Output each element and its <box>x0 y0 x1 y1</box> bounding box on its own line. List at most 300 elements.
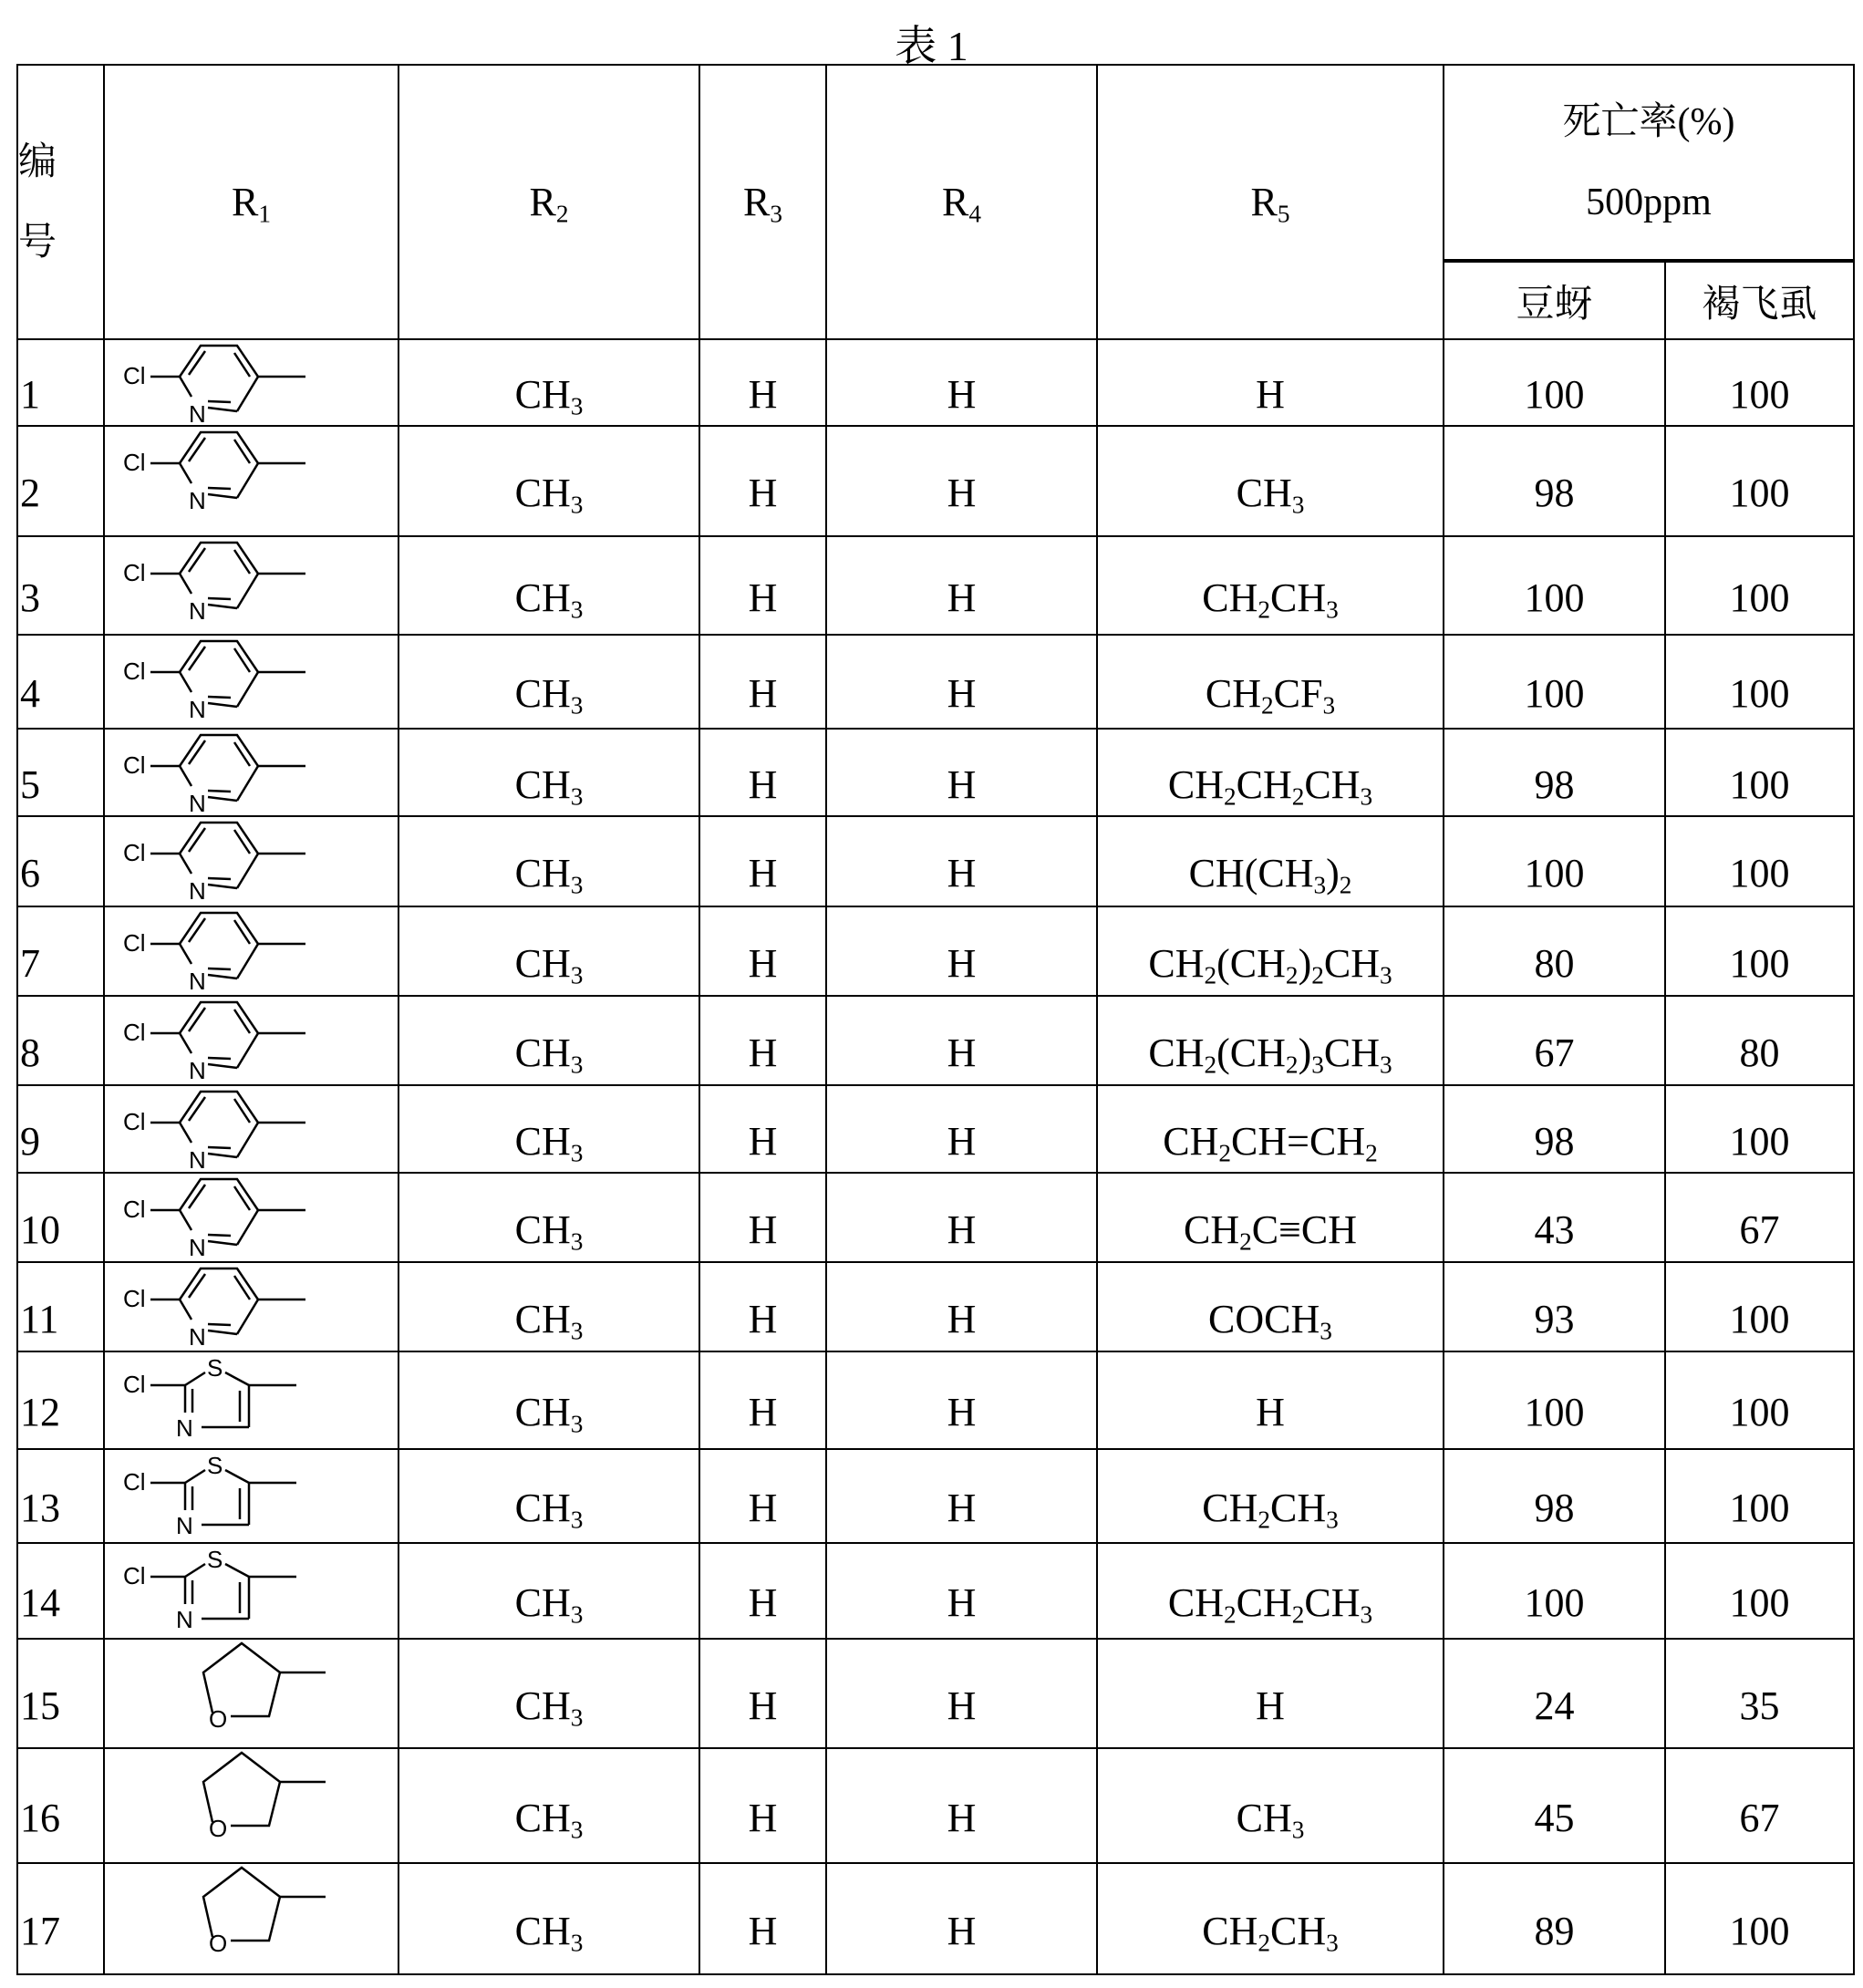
chloropyridyl-structure-icon <box>123 997 333 1081</box>
cell-mortality-aphid-text: 100 <box>1524 575 1585 620</box>
table-body <box>17 339 1854 1974</box>
cell-mortality-planthopper <box>1665 729 1854 816</box>
cell-r3-text: H <box>748 761 778 807</box>
cell-r3 <box>699 1449 826 1543</box>
cell-r5 <box>1097 426 1444 536</box>
header-pest-aphid: 豆蚜 <box>1444 261 1665 339</box>
chloropyridyl-structure-icon <box>123 427 333 511</box>
cell-index-text: 3 <box>20 575 40 620</box>
svg-text:Cl: Cl <box>123 1019 146 1046</box>
cell-r4 <box>826 1262 1097 1351</box>
cell-index-text: 8 <box>20 1030 40 1075</box>
table-row <box>17 1543 1854 1639</box>
cell-r4-text: H <box>947 940 977 986</box>
cell-index <box>17 635 104 729</box>
header-r5-base: R <box>1250 180 1278 224</box>
cell-r1 <box>104 729 398 816</box>
cell-r4 <box>826 1449 1097 1543</box>
cell-index <box>17 1543 104 1639</box>
cell-r3-text: H <box>748 1206 778 1252</box>
cell-mortality-aphid <box>1444 1863 1665 1974</box>
cell-r5 <box>1097 1351 1444 1449</box>
cell-r3-text: H <box>748 372 778 417</box>
header-r5-sub: 5 <box>1277 200 1290 228</box>
cell-r2 <box>398 816 699 906</box>
svg-text:Cl: Cl <box>123 1108 146 1135</box>
header-r4-sub: 4 <box>968 200 981 228</box>
cell-index <box>17 1085 104 1173</box>
cell-mortality-aphid-text: 98 <box>1534 471 1575 515</box>
chlorothiazolyl-structure-icon <box>123 1352 333 1444</box>
cell-r5 <box>1097 1262 1444 1351</box>
cell-mortality-aphid <box>1444 1173 1665 1262</box>
cell-r2 <box>398 426 699 536</box>
cell-r3 <box>699 1543 826 1639</box>
cell-r3 <box>699 1173 826 1262</box>
chloropyridyl-structure-icon <box>123 817 333 901</box>
tetrahydrofuranyl-structure-icon <box>123 1864 333 1964</box>
cell-mortality-planthopper-text: 100 <box>1729 940 1790 986</box>
cell-index-text: 4 <box>20 671 40 716</box>
cell-r1 <box>104 1085 398 1173</box>
svg-text:N: N <box>189 877 206 901</box>
cell-r4 <box>826 729 1097 816</box>
cell-mortality-aphid <box>1444 1262 1665 1351</box>
table-row <box>17 426 1854 536</box>
cell-r2-text: $CH_3$ <box>514 1908 584 1957</box>
cell-r2-text: $CH_3$ <box>514 1795 584 1844</box>
cell-mortality-planthopper <box>1665 1449 1854 1543</box>
cell-index-text: 11 <box>20 1296 59 1341</box>
cell-r5 <box>1097 729 1444 816</box>
cell-r2 <box>398 1449 699 1543</box>
cell-mortality-aphid-text: 98 <box>1534 1486 1575 1530</box>
cell-r2-text: $CH_3$ <box>514 940 584 989</box>
cell-r4-text: H <box>947 761 977 807</box>
cell-r3 <box>699 1351 826 1449</box>
chloropyridyl-structure-icon <box>123 636 333 720</box>
svg-text:N: N <box>189 597 206 621</box>
cell-r2-text: $CH_3$ <box>514 761 584 811</box>
cell-r2 <box>398 729 699 816</box>
cell-mortality-planthopper <box>1665 536 1854 635</box>
table-row <box>17 1262 1854 1351</box>
svg-text:S: S <box>207 1354 223 1382</box>
cell-r4 <box>826 1173 1097 1262</box>
cell-r3 <box>699 906 826 996</box>
cell-r3-text: H <box>748 1390 778 1434</box>
cell-r5 <box>1097 1543 1444 1639</box>
cell-r4-text: H <box>947 1795 977 1840</box>
svg-text:N: N <box>189 1057 206 1081</box>
cell-mortality-planthopper-text: 100 <box>1729 1118 1790 1164</box>
cell-mortality-planthopper-text: 100 <box>1729 1580 1790 1625</box>
cell-r5-text: $CH(CH_3)_2$ <box>1188 851 1352 899</box>
cell-r3-text: H <box>748 1580 778 1625</box>
cell-mortality-aphid <box>1444 1085 1665 1173</box>
svg-text:N: N <box>189 400 206 424</box>
cell-r4-text: H <box>947 1206 977 1252</box>
cell-r2 <box>398 1639 699 1748</box>
cell-mortality-aphid-text: 98 <box>1534 761 1575 807</box>
cell-r1 <box>104 426 398 536</box>
cell-r5 <box>1097 996 1444 1085</box>
table-row <box>17 996 1854 1085</box>
cell-r4-text: H <box>947 1390 977 1434</box>
header-pest-planthopper: 褐飞虱 <box>1665 261 1854 339</box>
cell-r1 <box>104 1863 398 1974</box>
cell-r4 <box>826 1351 1097 1449</box>
cell-mortality-planthopper-text: 67 <box>1739 1206 1780 1252</box>
cell-r5-text: H <box>1256 372 1285 417</box>
cell-r3 <box>699 339 826 426</box>
svg-text:N: N <box>189 790 206 813</box>
chloropyridyl-structure-icon <box>123 1086 333 1170</box>
cell-r1 <box>104 1543 398 1639</box>
svg-text:N: N <box>189 1146 206 1170</box>
cell-mortality-aphid <box>1444 339 1665 426</box>
header-r2-base: R <box>529 180 556 224</box>
cell-mortality-planthopper <box>1665 1262 1854 1351</box>
cell-index <box>17 996 104 1085</box>
svg-text:Cl: Cl <box>123 449 146 476</box>
cell-r2 <box>398 1748 699 1863</box>
header-r3-sub: 3 <box>770 200 782 228</box>
table-row <box>17 906 1854 996</box>
cell-r3-text: H <box>748 940 778 986</box>
cell-r4-text: H <box>947 1030 977 1075</box>
cell-index <box>17 1748 104 1863</box>
cell-mortality-planthopper <box>1665 1639 1854 1748</box>
cell-r4-text: H <box>947 575 977 620</box>
svg-text:N: N <box>189 696 206 720</box>
cell-mortality-planthopper <box>1665 1863 1854 1974</box>
header-r4 <box>826 65 1097 339</box>
table-row <box>17 536 1854 635</box>
cell-r4 <box>826 1085 1097 1173</box>
cell-r5-text: $CH_2(CH_2)_2CH_3$ <box>1148 940 1392 989</box>
cell-mortality-aphid-text: 100 <box>1524 671 1585 716</box>
cell-r5-text: $CH_2CH_2CH_3$ <box>1167 1580 1373 1629</box>
svg-text:N: N <box>189 968 206 991</box>
cell-mortality-planthopper <box>1665 1351 1854 1449</box>
cell-r1 <box>104 536 398 635</box>
table-row <box>17 1449 1854 1543</box>
cell-mortality-planthopper <box>1665 1543 1854 1639</box>
cell-r2-text: $CH_3$ <box>514 1030 584 1079</box>
cell-r4 <box>826 1543 1097 1639</box>
chloropyridyl-structure-icon <box>123 1263 333 1347</box>
cell-r3 <box>699 426 826 536</box>
cell-r4-text: H <box>947 372 977 417</box>
cell-r4 <box>826 536 1097 635</box>
cell-index-text: 12 <box>20 1390 60 1434</box>
cell-r3 <box>699 1639 826 1748</box>
chloropyridyl-structure-icon <box>123 340 333 424</box>
cell-r5-text: H <box>1256 1683 1285 1728</box>
cell-mortality-aphid-text: 100 <box>1524 851 1585 896</box>
cell-r4 <box>826 635 1097 729</box>
table-row <box>17 1639 1854 1748</box>
cell-mortality-planthopper <box>1665 996 1854 1085</box>
cell-r3 <box>699 729 826 816</box>
cell-r3-text: H <box>748 851 778 896</box>
svg-text:S: S <box>207 1546 223 1573</box>
svg-text:N: N <box>189 1234 206 1258</box>
cell-index-text: 7 <box>20 940 40 986</box>
cell-r3-text: H <box>748 671 778 716</box>
header-index-char2: 号 <box>18 221 57 264</box>
cell-mortality-planthopper-text: 100 <box>1729 761 1790 807</box>
cell-index <box>17 1262 104 1351</box>
cell-r5-text: $CH_2C\equiv CH$ <box>1183 1206 1358 1256</box>
header-r5 <box>1097 65 1444 339</box>
cell-r5 <box>1097 1173 1444 1262</box>
svg-text:Cl: Cl <box>123 1371 146 1398</box>
table-title: 表 1 <box>895 23 968 69</box>
svg-text:Cl: Cl <box>123 1468 146 1496</box>
header-r1-base: R <box>232 180 259 224</box>
cell-r2-text: $CH_3$ <box>514 1486 584 1534</box>
cell-r5 <box>1097 1085 1444 1173</box>
cell-r5-text: $CH_2(CH_2)_3CH_3$ <box>1148 1030 1392 1079</box>
cell-r3-text: H <box>748 1908 778 1953</box>
cell-index-text: 17 <box>20 1908 60 1953</box>
cell-r1 <box>104 1449 398 1543</box>
header-r1-sub: 1 <box>258 200 271 228</box>
cell-index <box>17 816 104 906</box>
cell-r2 <box>398 635 699 729</box>
header-mortality-title: 死亡率(%) <box>1562 101 1735 143</box>
cell-index <box>17 536 104 635</box>
cell-r4-text: H <box>947 1296 977 1341</box>
cell-r5-text: $COCH_3$ <box>1208 1296 1332 1345</box>
cell-mortality-planthopper-text: 100 <box>1729 575 1790 620</box>
cell-r2-text: $CH_3$ <box>514 1580 584 1629</box>
cell-r1 <box>104 1748 398 1863</box>
cell-r5-text: $CH_2CH_2CH_3$ <box>1167 761 1373 811</box>
svg-text:Cl: Cl <box>123 751 146 779</box>
cell-r3-text: H <box>748 1296 778 1341</box>
svg-text:Cl: Cl <box>123 657 146 685</box>
cell-r4 <box>826 996 1097 1085</box>
cell-mortality-aphid-text: 98 <box>1534 1118 1575 1164</box>
cell-r5-text: $CH_2CH_3$ <box>1202 575 1339 624</box>
tetrahydrofuranyl-structure-icon <box>123 1640 333 1740</box>
table-row <box>17 635 1854 729</box>
cell-r4 <box>826 339 1097 426</box>
cell-mortality-planthopper-text: 100 <box>1729 671 1790 716</box>
header-index <box>17 65 104 339</box>
cell-r4 <box>826 906 1097 996</box>
cell-r3 <box>699 1863 826 1974</box>
cell-r3-text: H <box>748 1118 778 1164</box>
cell-r5 <box>1097 816 1444 906</box>
cell-r5-text: $CH_2CF_3$ <box>1205 671 1336 720</box>
cell-r5-text: $CH_2CH=CH_2$ <box>1163 1118 1378 1167</box>
cell-mortality-aphid-text: 100 <box>1524 372 1585 417</box>
cell-r4-text: H <box>947 471 977 515</box>
cell-r5 <box>1097 339 1444 426</box>
cell-r3 <box>699 816 826 906</box>
cell-r2-text: $CH_3$ <box>514 575 584 624</box>
cell-r4-text: H <box>947 1683 977 1728</box>
cell-mortality-aphid <box>1444 729 1665 816</box>
svg-text:Cl: Cl <box>123 362 146 389</box>
header-r3 <box>699 65 826 339</box>
cell-r2 <box>398 1262 699 1351</box>
cell-r5-text: H <box>1256 1390 1285 1434</box>
cell-mortality-aphid-text: 67 <box>1534 1030 1575 1075</box>
cell-r2-text: $CH_3$ <box>514 671 584 720</box>
cell-mortality-aphid <box>1444 1351 1665 1449</box>
cell-mortality-aphid-text: 100 <box>1524 1390 1585 1434</box>
cell-r4 <box>826 426 1097 536</box>
header-r2-sub: 2 <box>555 200 569 228</box>
cell-r1 <box>104 1262 398 1351</box>
cell-r2-text: $CH_3$ <box>514 1118 584 1167</box>
tetrahydrofuranyl-structure-icon <box>123 1749 333 1849</box>
cell-index-text: 13 <box>20 1486 60 1530</box>
cell-mortality-aphid <box>1444 536 1665 635</box>
cell-r5 <box>1097 1748 1444 1863</box>
table-row <box>17 816 1854 906</box>
cell-mortality-aphid <box>1444 906 1665 996</box>
cell-r1 <box>104 339 398 426</box>
cell-mortality-planthopper <box>1665 635 1854 729</box>
cell-mortality-planthopper <box>1665 906 1854 996</box>
cell-index-text: 2 <box>20 471 40 515</box>
cell-index-text: 5 <box>20 761 40 807</box>
svg-text:N: N <box>176 1512 193 1539</box>
cell-index-text: 6 <box>20 851 40 896</box>
cell-index-text: 14 <box>20 1580 60 1625</box>
cell-mortality-planthopper-text: 100 <box>1729 1296 1790 1341</box>
cell-mortality-aphid <box>1444 635 1665 729</box>
svg-text:N: N <box>176 1414 193 1442</box>
svg-text:O: O <box>209 1930 228 1957</box>
cell-r5-text: $CH_3$ <box>1236 1795 1305 1844</box>
cell-mortality-planthopper <box>1665 1173 1854 1262</box>
cell-mortality-planthopper <box>1665 426 1854 536</box>
table-row <box>17 1085 1854 1173</box>
cell-r2 <box>398 1085 699 1173</box>
cell-mortality-planthopper-text: 35 <box>1739 1683 1780 1728</box>
cell-mortality-planthopper-text: 100 <box>1729 372 1790 417</box>
chloropyridyl-structure-icon <box>123 907 333 991</box>
cell-r2-text: $CH_3$ <box>514 471 584 519</box>
cell-r4-text: H <box>947 1908 977 1953</box>
cell-r4-text: H <box>947 671 977 716</box>
cell-r2-text: $CH_3$ <box>514 1206 584 1256</box>
cell-r3-text: H <box>748 1795 778 1840</box>
chloropyridyl-structure-icon <box>123 1174 333 1258</box>
cell-r1 <box>104 816 398 906</box>
chloropyridyl-structure-icon <box>123 730 333 813</box>
cell-mortality-planthopper-text: 80 <box>1739 1030 1780 1075</box>
cell-r4-text: H <box>947 1118 977 1164</box>
table-row <box>17 1863 1854 1974</box>
cell-r3-text: H <box>748 1486 778 1530</box>
cell-index-text: 9 <box>20 1118 40 1164</box>
svg-text:Cl: Cl <box>123 929 146 957</box>
cell-r3 <box>699 635 826 729</box>
cell-index <box>17 426 104 536</box>
cell-mortality-planthopper-text: 100 <box>1729 471 1790 515</box>
svg-text:N: N <box>176 1606 193 1633</box>
cell-mortality-planthopper-text: 100 <box>1729 851 1790 896</box>
svg-text:Cl: Cl <box>123 559 146 586</box>
table-row <box>17 339 1854 426</box>
cell-r3 <box>699 1085 826 1173</box>
svg-text:O: O <box>209 1705 228 1733</box>
cell-r2 <box>398 1351 699 1449</box>
cell-mortality-planthopper <box>1665 816 1854 906</box>
cell-mortality-aphid-text: 45 <box>1534 1795 1575 1840</box>
cell-mortality-aphid <box>1444 1639 1665 1748</box>
chloropyridyl-structure-icon <box>123 537 333 621</box>
cell-index <box>17 1351 104 1449</box>
cell-mortality-aphid <box>1444 426 1665 536</box>
cell-r3 <box>699 996 826 1085</box>
cell-index <box>17 339 104 426</box>
svg-text:Cl: Cl <box>123 1562 146 1589</box>
cell-index <box>17 1449 104 1543</box>
cell-mortality-aphid <box>1444 1543 1665 1639</box>
header-mortality <box>1444 65 1854 261</box>
cell-index-text: 15 <box>20 1683 60 1728</box>
cell-r2 <box>398 1863 699 1974</box>
table-row <box>17 1351 1854 1449</box>
cell-mortality-aphid <box>1444 996 1665 1085</box>
cell-mortality-aphid-text: 43 <box>1534 1206 1575 1252</box>
cell-mortality-aphid-text: 93 <box>1534 1296 1575 1341</box>
cell-mortality-planthopper <box>1665 1748 1854 1863</box>
header-r4-base: R <box>942 180 969 224</box>
cell-r2 <box>398 536 699 635</box>
cell-r3-text: H <box>748 1030 778 1075</box>
cell-r2-text: $CH_3$ <box>514 1296 584 1345</box>
cell-index-text: 1 <box>20 372 40 417</box>
cell-r5 <box>1097 1639 1444 1748</box>
cell-mortality-planthopper-text: 67 <box>1739 1795 1780 1840</box>
cell-r2-text: $CH_3$ <box>514 1683 584 1732</box>
cell-index-text: 10 <box>20 1206 60 1252</box>
cell-r5 <box>1097 1449 1444 1543</box>
cell-index <box>17 729 104 816</box>
cell-r2-text: $CH_3$ <box>514 851 584 899</box>
cell-r2 <box>398 906 699 996</box>
chlorothiazolyl-structure-icon <box>123 1544 333 1635</box>
header-r2 <box>398 65 699 339</box>
svg-text:O: O <box>209 1815 228 1842</box>
cell-mortality-planthopper-text: 100 <box>1729 1390 1790 1434</box>
cell-r4 <box>826 1639 1097 1748</box>
cell-r3-text: H <box>748 1683 778 1728</box>
cell-mortality-aphid-text: 89 <box>1534 1908 1575 1953</box>
results-table <box>16 64 1855 1975</box>
svg-text:Cl: Cl <box>123 1285 146 1312</box>
cell-r3 <box>699 1262 826 1351</box>
cell-r2-text: $CH_3$ <box>514 1390 584 1438</box>
cell-r5 <box>1097 635 1444 729</box>
cell-mortality-aphid-text: 24 <box>1534 1683 1575 1728</box>
cell-r2 <box>398 1543 699 1639</box>
cell-mortality-aphid-text: 80 <box>1534 940 1575 986</box>
cell-r4 <box>826 1748 1097 1863</box>
cell-r5-text: $CH_2CH_3$ <box>1202 1908 1339 1957</box>
cell-r4-text: H <box>947 851 977 896</box>
